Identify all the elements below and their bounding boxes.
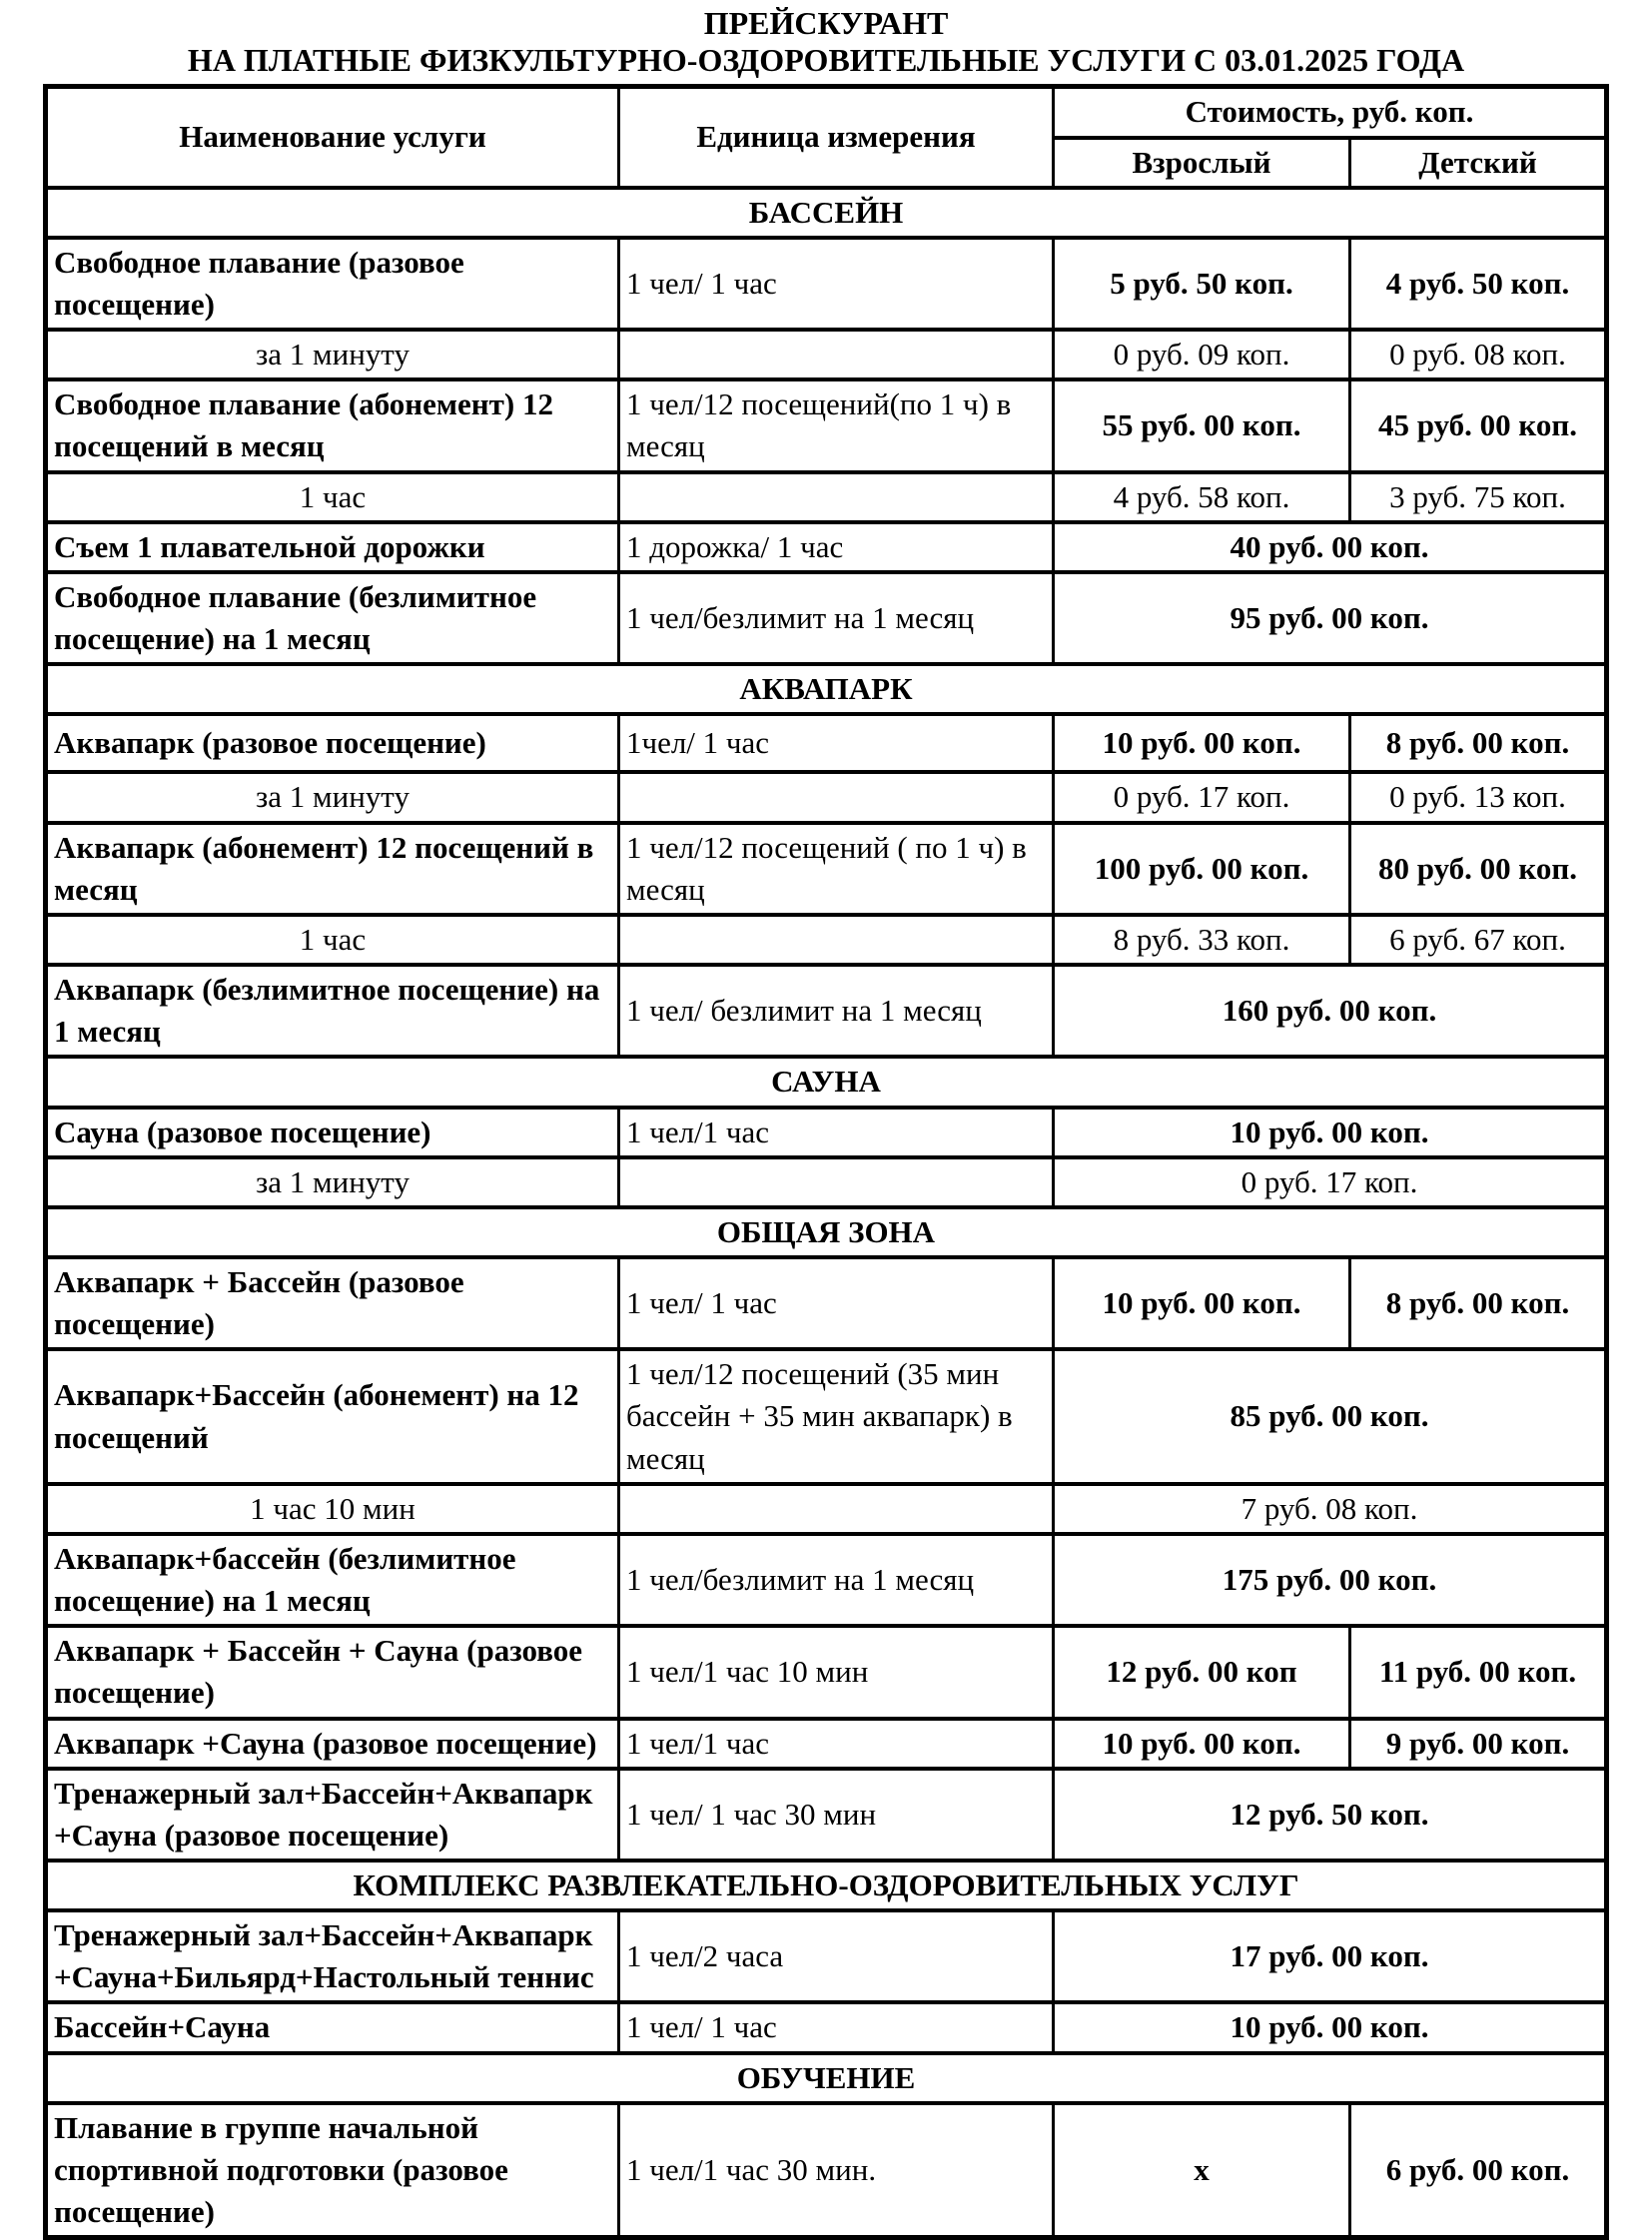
table-row [45, 1534, 1606, 1626]
unit-cell: 1 чел/12 посещений (35 мин бассейн + 35 мин аквапарк) в месяц [618, 1349, 1053, 1483]
unit-cell: 1 чел/1 час [618, 1108, 1053, 1157]
unit-cell: 1 чел/безлимит на 1 месяц [618, 1534, 1053, 1626]
table-row [45, 714, 1606, 772]
price-merged-cell: 85 руб. 00 коп. [1053, 1349, 1606, 1483]
header-cost: Стоимость, руб. коп. [1053, 87, 1606, 138]
unit-cell [618, 915, 1053, 965]
table-row [45, 379, 1606, 471]
price-child-cell: 4 руб. 50 коп. [1349, 238, 1606, 330]
service-name-cell: 1 час 10 мин [45, 1484, 618, 1534]
service-name-cell: Свободное плавание (абонемент) 12 посещений в месяц [45, 379, 618, 471]
service-name-cell: Сауна (разовое посещение) [45, 1108, 618, 1157]
table-row [45, 330, 1606, 379]
service-name-cell: за 1 минуту [45, 1157, 618, 1207]
service-name-cell: Аквапарк + Бассейн + Сауна (разовое посещение) [45, 1626, 618, 1718]
unit-cell: 1 чел/ безлимит на 1 месяц [618, 965, 1053, 1057]
unit-cell: 1 чел/2 часа [618, 1910, 1053, 2002]
price-merged-cell: 7 руб. 08 коп. [1053, 1484, 1606, 1534]
price-adult-cell: 10 руб. 00 коп. [1053, 1719, 1349, 1769]
unit-cell [618, 472, 1053, 522]
unit-cell: 1 чел/ 1 час [618, 2002, 1053, 2052]
table-row [45, 472, 1606, 522]
unit-cell: 1 чел/ 1 час [618, 1257, 1053, 1349]
section-title: КОМПЛЕКС РАЗВЛЕКАТЕЛЬНО-ОЗДОРОВИТЕЛЬНЫХ УСЛУГ [45, 1861, 1606, 1910]
price-child-cell: 8 руб. 00 коп. [1349, 714, 1606, 772]
service-name-cell: Съем 1 плавательной дорожки [45, 522, 618, 572]
price-adult-cell: 12 руб. 00 коп [1053, 1626, 1349, 1718]
price-adult-cell: 100 руб. 00 коп. [1053, 823, 1349, 915]
price-merged-cell: 175 руб. 00 коп. [1053, 1534, 1606, 1626]
price-adult-cell: 8 руб. 33 коп. [1053, 915, 1349, 965]
service-name-cell: Свободное плавание (разовое посещение) [45, 238, 618, 330]
unit-cell [618, 1484, 1053, 1534]
title-line-2: НА ПЛАТНЫЕ ФИЗКУЛЬТУРНО-ОЗДОРОВИТЕЛЬНЫЕ УСЛУГИ С 03.01.2025 ГОДА [187, 42, 1465, 79]
price-child-cell: 11 руб. 00 коп. [1349, 1626, 1606, 1718]
table-row [45, 1349, 1606, 1483]
unit-cell: 1чел/ 1 час [618, 714, 1053, 772]
header-service-name: Наименование услуги [45, 87, 618, 188]
table-row [45, 1910, 1606, 2002]
service-name-cell: Свободное плавание (безлимитное посещение) на 1 месяц [45, 572, 618, 664]
service-name-cell: 1 час [45, 915, 618, 965]
service-name-cell: 1 час [45, 472, 618, 522]
price-merged-cell: 0 руб. 17 коп. [1053, 1157, 1606, 1207]
price-merged-cell: 160 руб. 00 коп. [1053, 965, 1606, 1057]
price-child-cell: 45 руб. 00 коп. [1349, 379, 1606, 471]
section-row [45, 1861, 1606, 1910]
unit-cell: 1 чел/1 час 10 мин [618, 1626, 1053, 1718]
service-name-cell: Аквапарк (абонемент) 12 посещений в месяц [45, 823, 618, 915]
table-row [45, 823, 1606, 915]
section-title: ОБУЧЕНИЕ [45, 2053, 1606, 2103]
price-child-cell: 3 руб. 75 коп. [1349, 472, 1606, 522]
service-name-cell: Аквапарк (безлимитное посещение) на 1 месяц [45, 965, 618, 1057]
service-name-cell: за 1 минуту [45, 330, 618, 379]
unit-cell: 1 чел/ 1 час 30 мин [618, 1769, 1053, 1861]
price-adult-cell: 5 руб. 50 коп. [1053, 238, 1349, 330]
table-row [45, 915, 1606, 965]
table-row [45, 1769, 1606, 1861]
service-name-cell: Аквапарк+бассейн (безлимитное посещение) на 1 месяц [45, 1534, 618, 1626]
service-name-cell: Бассейн+Сауна [45, 2002, 618, 2052]
unit-cell: 1 чел/ 1 час [618, 238, 1053, 330]
unit-cell [618, 1157, 1053, 1207]
section-title: САУНА [45, 1057, 1606, 1107]
price-child-cell: 6 руб. 00 коп. [1349, 2103, 1606, 2238]
price-adult-cell: 4 руб. 58 коп. [1053, 472, 1349, 522]
table-row [45, 1719, 1606, 1769]
title-line-1: ПРЕЙСКУРАНТ [703, 5, 949, 41]
price-child-cell: 9 руб. 00 коп. [1349, 1719, 1606, 1769]
price-adult-cell: 10 руб. 00 коп. [1053, 714, 1349, 772]
table-row [45, 572, 1606, 664]
section-title: АКВАПАРК [45, 664, 1606, 714]
price-adult-cell: 0 руб. 09 коп. [1053, 330, 1349, 379]
price-adult-cell: 10 руб. 00 коп. [1053, 1257, 1349, 1349]
price-merged-cell: 12 руб. 50 коп. [1053, 1769, 1606, 1861]
unit-cell: 1 чел/безлимит на 1 месяц [618, 572, 1053, 664]
unit-cell: 1 чел/1 час [618, 1719, 1053, 1769]
price-adult-cell: 55 руб. 00 коп. [1053, 379, 1349, 471]
price-table [43, 84, 1609, 2240]
table-row [45, 2103, 1606, 2238]
price-adult-cell: х [1053, 2103, 1349, 2238]
unit-cell: 1 чел/1 час 30 мин. [618, 2103, 1053, 2238]
service-name-cell: Аквапарк (разовое посещение) [45, 714, 618, 772]
service-name-cell: Аквапарк+Бассейн (абонемент) на 12 посещений [45, 1349, 618, 1483]
unit-cell [618, 330, 1053, 379]
price-table-body [45, 188, 1606, 2238]
document-title [0, 0, 1652, 78]
price-merged-cell: 17 руб. 00 коп. [1053, 1910, 1606, 2002]
section-row [45, 1207, 1606, 1257]
section-row [45, 1057, 1606, 1107]
section-title: ОБЩАЯ ЗОНА [45, 1207, 1606, 1257]
table-row [45, 772, 1606, 822]
table-row [45, 522, 1606, 572]
header-adult: Взрослый [1053, 138, 1349, 188]
price-child-cell: 0 руб. 13 коп. [1349, 772, 1606, 822]
service-name-cell: Аквапарк + Бассейн (разовое посещение) [45, 1257, 618, 1349]
service-name-cell: Тренажерный зал+Бассейн+Аквапарк +Сауна+Бильярд+Настольный теннис [45, 1910, 618, 2002]
unit-cell: 1 дорожка/ 1 час [618, 522, 1053, 572]
price-adult-cell: 0 руб. 17 коп. [1053, 772, 1349, 822]
section-row [45, 2053, 1606, 2103]
price-child-cell: 6 руб. 67 коп. [1349, 915, 1606, 965]
service-name-cell: Тренажерный зал+Бассейн+Аквапарк +Сауна (разовое посещение) [45, 1769, 618, 1861]
price-merged-cell: 95 руб. 00 коп. [1053, 572, 1606, 664]
table-row [45, 2002, 1606, 2052]
table-row [45, 1157, 1606, 1207]
section-title: БАССЕЙН [45, 188, 1606, 238]
price-merged-cell: 10 руб. 00 коп. [1053, 2002, 1606, 2052]
table-row [45, 1484, 1606, 1534]
header-unit: Единица измерения [618, 87, 1053, 188]
unit-cell: 1 чел/12 посещений ( по 1 ч) в месяц [618, 823, 1053, 915]
price-child-cell: 8 руб. 00 коп. [1349, 1257, 1606, 1349]
section-row [45, 664, 1606, 714]
table-row [45, 238, 1606, 330]
table-row [45, 965, 1606, 1057]
header-child: Детский [1349, 138, 1606, 188]
price-merged-cell: 40 руб. 00 коп. [1053, 522, 1606, 572]
price-child-cell: 80 руб. 00 коп. [1349, 823, 1606, 915]
price-child-cell: 0 руб. 08 коп. [1349, 330, 1606, 379]
table-row [45, 1626, 1606, 1718]
price-merged-cell: 10 руб. 00 коп. [1053, 1108, 1606, 1157]
price-table-header [45, 87, 1606, 188]
service-name-cell: Плавание в группе начальной спортивной подготовки (разовое посещение) [45, 2103, 618, 2238]
section-row [45, 188, 1606, 238]
unit-cell: 1 чел/12 посещений(по 1 ч) в месяц [618, 379, 1053, 471]
service-name-cell: Аквапарк +Сауна (разовое посещение) [45, 1719, 618, 1769]
unit-cell [618, 772, 1053, 822]
table-row [45, 1108, 1606, 1157]
table-row [45, 1257, 1606, 1349]
service-name-cell: за 1 минуту [45, 772, 618, 822]
header-row-1 [45, 87, 1606, 138]
